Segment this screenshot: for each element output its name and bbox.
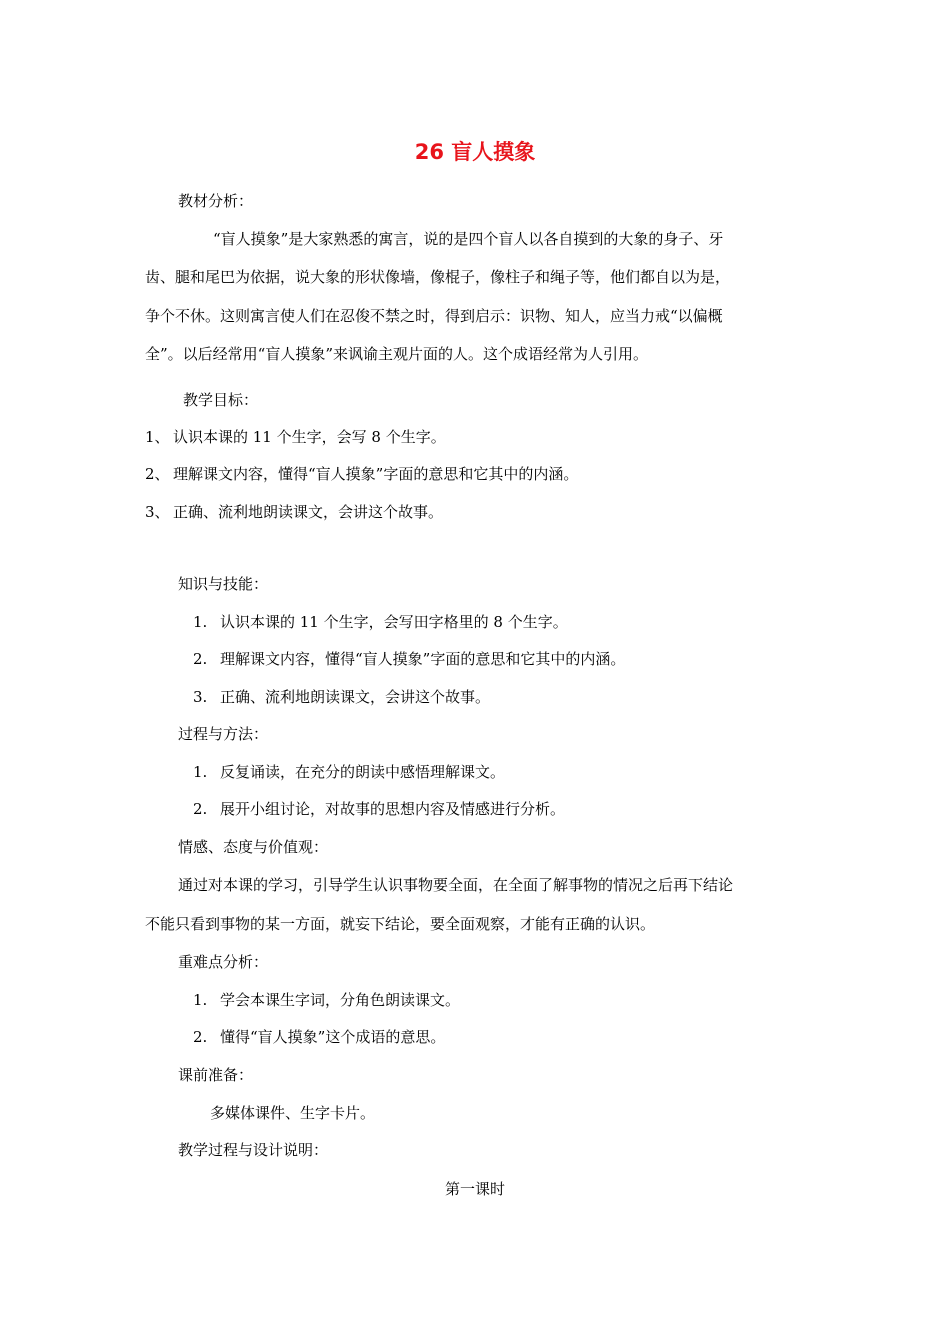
process-heading: 过程与方法：: [178, 725, 269, 743]
list-text: 懂得“盲人摸象”这个成语的意思。: [220, 1028, 446, 1046]
list-item: [193, 649, 625, 669]
list-number: 1、: [145, 428, 170, 446]
list-item: [145, 427, 446, 447]
list-item: [193, 1027, 445, 1047]
analysis-line: 争个不休。这则寓言使人们在忍俊不禁之时，得到启示：识物、知人，应当力戒“以偏概: [145, 307, 723, 325]
list-item: [193, 762, 505, 782]
list-number: 3.: [193, 688, 208, 706]
list-item: [145, 502, 443, 522]
list-text: 正确、流利地朗读课文，会讲这个故事。: [173, 503, 444, 521]
list-number: 1.: [193, 763, 208, 781]
list-number: 1.: [193, 991, 208, 1009]
list-number: 1.: [193, 613, 208, 631]
analysis-line: 全”。以后经常用“盲人摸象”来讽谕主观片面的人。这个成语经常为人引用。: [145, 345, 649, 363]
emotion-line: 不能只看到事物的某一方面，就妄下结论，要全面观察，才能有正确的认识。: [145, 915, 656, 933]
list-item: [193, 799, 565, 819]
page-title: 26 盲人摸象: [414, 140, 536, 164]
analysis-heading: 教材分析：: [178, 192, 254, 210]
list-text: 反复诵读，在充分的朗读中感悟理解课文。: [220, 763, 506, 781]
knowledge-heading: 知识与技能：: [178, 575, 269, 593]
list-text: 学会本课生字词，分角色朗读课文。: [220, 991, 461, 1009]
emotion-heading: 情感、态度与价值观：: [178, 838, 329, 856]
list-number: 2.: [193, 1028, 208, 1046]
list-item: [193, 990, 460, 1010]
goals-heading: 教学目标：: [183, 391, 259, 409]
preparation-heading: 课前准备：: [178, 1066, 254, 1084]
list-number: 3、: [145, 503, 170, 521]
analysis-line: “盲人摸象”是大家熟悉的寓言，说的是四个盲人以各自摸到的大象的身子、牙: [213, 230, 724, 248]
list-item: [145, 464, 578, 484]
list-number: 2.: [193, 650, 208, 668]
list-number: 2.: [193, 800, 208, 818]
preparation-text: 多媒体课件、生字卡片。: [210, 1104, 376, 1122]
list-item: [193, 612, 568, 632]
list-item: [193, 687, 490, 707]
list-text: 理解课文内容，懂得“盲人摸象”字面的意思和它其中的内涵。: [173, 465, 579, 483]
list-text: 认识本课的 11 个生字，会写田字格里的 8 个生字。: [220, 613, 568, 631]
emotion-line: 通过对本课的学习，引导学生认识事物要全面，在全面了解事物的情况之后再下结论: [178, 876, 734, 894]
list-text: 展开小组讨论，对故事的思想内容及情感进行分析。: [220, 800, 566, 818]
list-text: 正确、流利地朗读课文，会讲这个故事。: [220, 688, 491, 706]
analysis-line: 齿、腿和尾巴为依据，说大象的形状像墙，像棍子，像柱子和绳子等，他们都自以为是，: [145, 268, 731, 286]
session-label: 第一课时: [444, 1180, 505, 1198]
teaching-process-heading: 教学过程与设计说明：: [178, 1141, 329, 1159]
list-number: 2、: [145, 465, 170, 483]
list-text: 理解课文内容，懂得“盲人摸象”字面的意思和它其中的内涵。: [220, 650, 626, 668]
list-text: 认识本课的 11 个生字，会写 8 个生字。: [173, 428, 446, 446]
key-points-heading: 重难点分析：: [178, 953, 269, 971]
